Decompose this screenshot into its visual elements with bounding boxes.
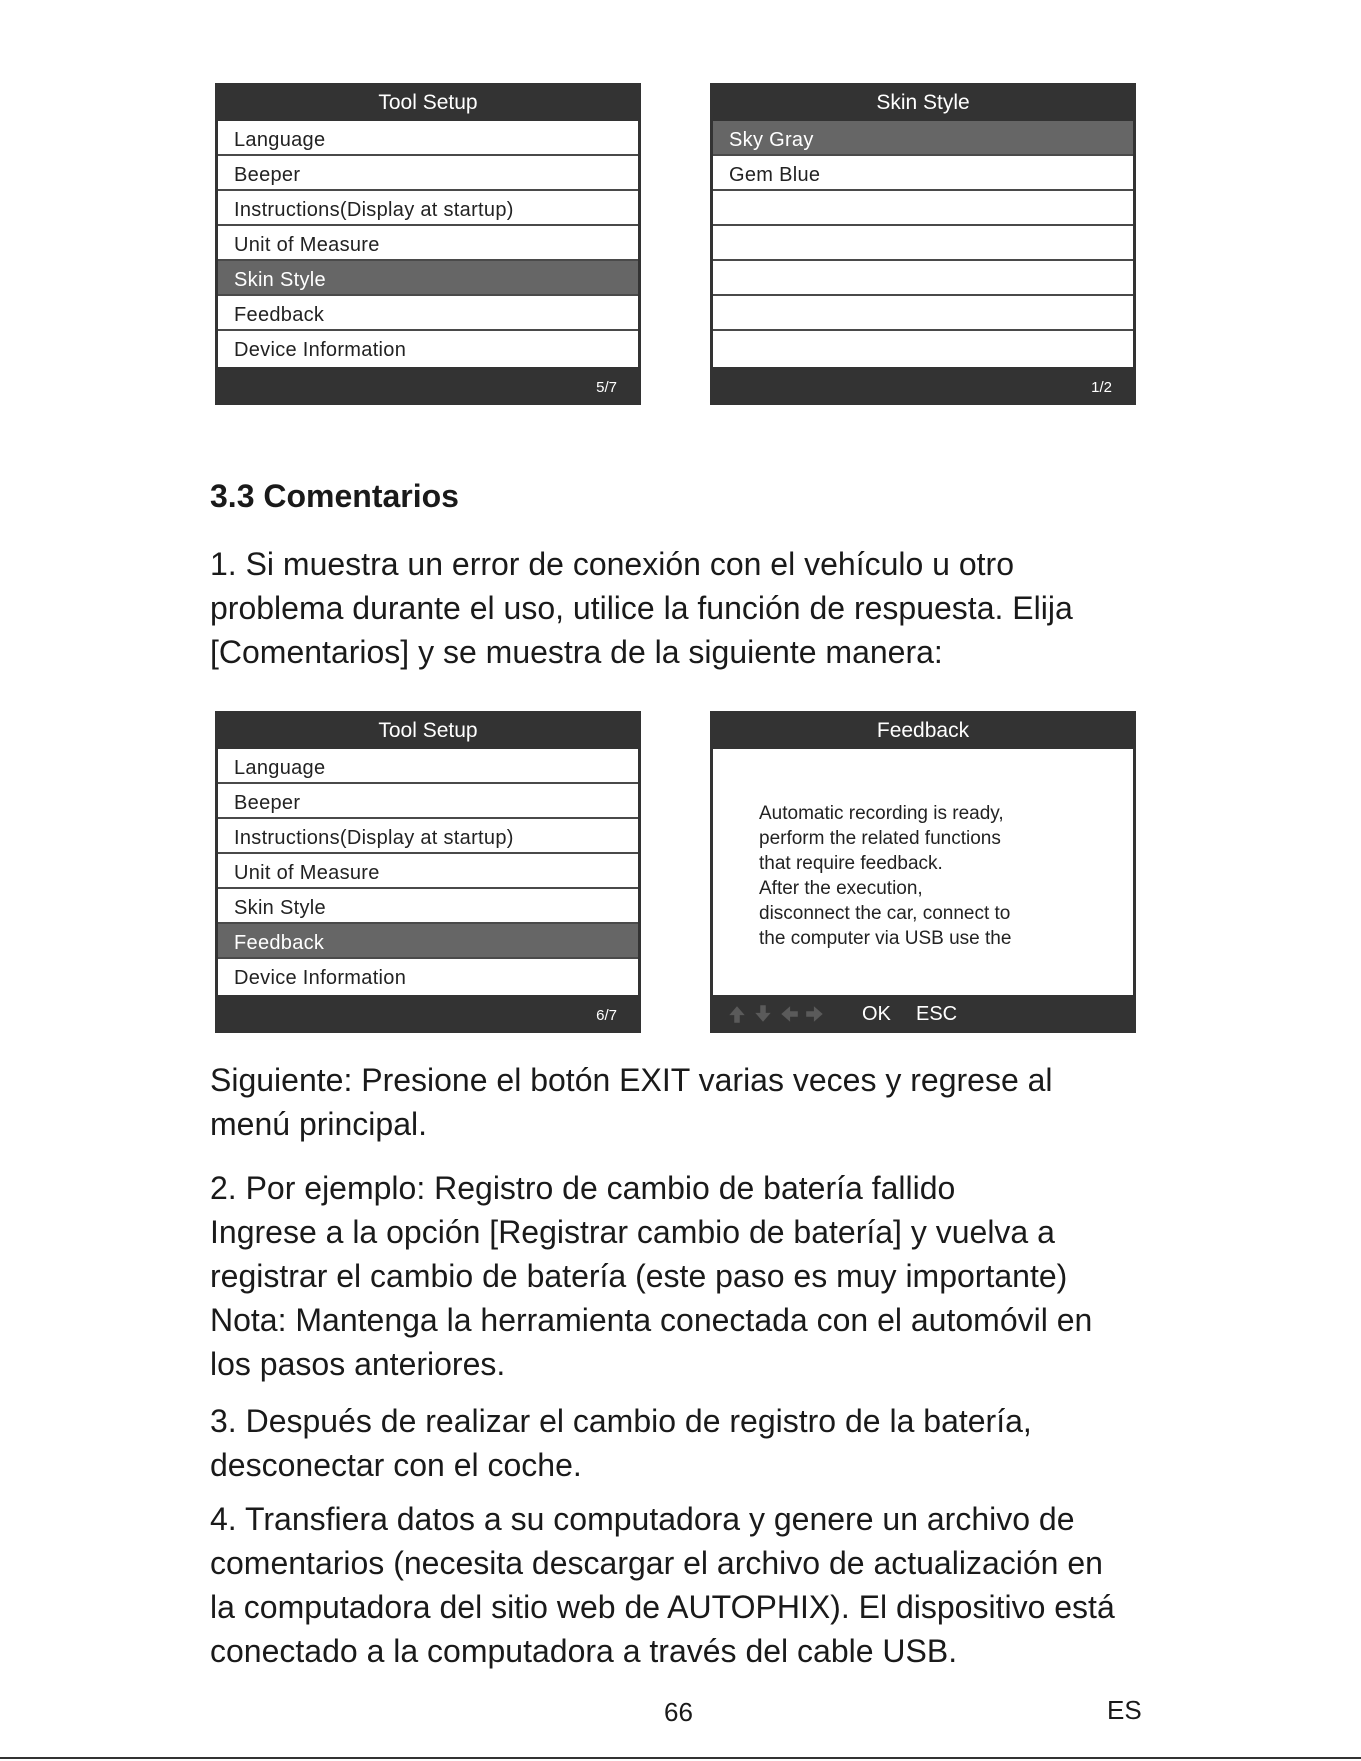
menu-item-language[interactable]: Language bbox=[218, 121, 638, 156]
empty-row bbox=[713, 226, 1133, 261]
menu-item-device-information[interactable]: Device Information bbox=[234, 967, 407, 989]
page-number: 66 bbox=[664, 1697, 693, 1727]
paragraph-next: Siguiente: Presione el botón EXIT varias veces y regrese al menú principal. bbox=[210, 1062, 1053, 1142]
menu-item-beeper[interactable]: Beeper bbox=[218, 156, 638, 191]
screen-title: Tool Setup bbox=[378, 91, 478, 114]
empty-row bbox=[713, 191, 1133, 226]
tool-setup-screen bbox=[215, 711, 641, 1033]
menu-item-skin-style[interactable]: Skin Style bbox=[218, 889, 638, 924]
paragraph-step-1: 1. Si muestra un error de conexión con el vehículo u otro problema durante el uso, utilice la función de respuesta. Elija [Comentarios] y se muestra de la siguiente manera: bbox=[210, 546, 1073, 670]
empty-row bbox=[713, 261, 1133, 296]
paragraph-step-3: 3. Después de realizar el cambio de registro de la batería, desconectar con el coche. bbox=[210, 1403, 1032, 1483]
screen-title: Tool Setup bbox=[378, 719, 478, 742]
menu-item-device-information[interactable]: Device Information bbox=[234, 339, 407, 361]
feedback-screen bbox=[710, 711, 1136, 1033]
empty-row bbox=[713, 331, 1133, 364]
section-heading: 3.3 Comentarios bbox=[210, 478, 459, 514]
screen-title: Feedback bbox=[876, 719, 970, 742]
menu-list bbox=[218, 749, 638, 995]
feedback-message: Automatic recording is ready, perform the related functions that require feedback. After the execution, disconnect the car, connect to the computer via USB use the bbox=[759, 803, 1012, 949]
page-indicator: 5/7 bbox=[596, 379, 617, 396]
menu-item-beeper[interactable]: Beeper bbox=[218, 784, 638, 819]
menu-list bbox=[218, 121, 638, 367]
feedback-message-area bbox=[713, 749, 1133, 995]
tool-setup-screen bbox=[215, 83, 641, 405]
arrow-right-icon[interactable] bbox=[804, 1003, 826, 1025]
skin-style-screen bbox=[710, 83, 1136, 405]
skin-option-sky-gray[interactable]: Sky Gray bbox=[713, 121, 1133, 156]
menu-item-skin-style[interactable]: Skin Style bbox=[218, 261, 638, 296]
screen-footer bbox=[710, 995, 1136, 1033]
screen-footer bbox=[710, 367, 1136, 405]
screen-footer bbox=[215, 367, 641, 405]
menu-item-language[interactable]: Language bbox=[218, 749, 638, 784]
arrow-up-icon[interactable] bbox=[726, 1003, 748, 1025]
menu-item-feedback[interactable]: Feedback bbox=[218, 296, 638, 331]
menu-item-unit-of-measure[interactable]: Unit of Measure bbox=[218, 226, 638, 261]
page-indicator: 1/2 bbox=[1091, 379, 1112, 396]
language-code: ES bbox=[1107, 1695, 1142, 1725]
esc-button[interactable]: ESC bbox=[916, 1003, 958, 1025]
paragraph-step-4: 4. Transfiera datos a su computadora y genere un archivo de comentarios (necesita descargar el archivo de actualización en la computadora del sitio web de AUTOPHIX). El dispositivo está conectado a la computadora a través del cable USB. bbox=[210, 1501, 1115, 1669]
empty-row bbox=[713, 296, 1133, 331]
menu-item-unit-of-measure[interactable]: Unit of Measure bbox=[218, 854, 638, 889]
screen-footer bbox=[215, 995, 641, 1033]
menu-item-instructions[interactable]: Instructions(Display at startup) bbox=[218, 819, 638, 854]
menu-item-instructions[interactable]: Instructions(Display at startup) bbox=[218, 191, 638, 226]
bottom-border bbox=[0, 1757, 1361, 1759]
page-indicator: 6/7 bbox=[596, 1007, 617, 1024]
paragraph-step-2: 2. Por ejemplo: Registro de cambio de batería fallido Ingrese a la opción [Registrar cambio de batería] y vuelva a registrar el cambio de batería (este paso es muy importante) Nota: Mantenga la herramienta conectada con el automóvil en los pasos anteriores. bbox=[210, 1170, 1093, 1382]
menu-item-feedback[interactable]: Feedback bbox=[218, 924, 638, 959]
screen-title: Skin Style bbox=[876, 91, 970, 114]
skin-list bbox=[713, 121, 1133, 367]
skin-option-gem-blue[interactable]: Gem Blue bbox=[713, 156, 1133, 191]
arrow-down-icon[interactable] bbox=[752, 1003, 774, 1025]
navigation-keys bbox=[726, 1003, 826, 1025]
ok-button[interactable]: OK bbox=[862, 1003, 891, 1025]
arrow-left-icon[interactable] bbox=[778, 1003, 800, 1025]
